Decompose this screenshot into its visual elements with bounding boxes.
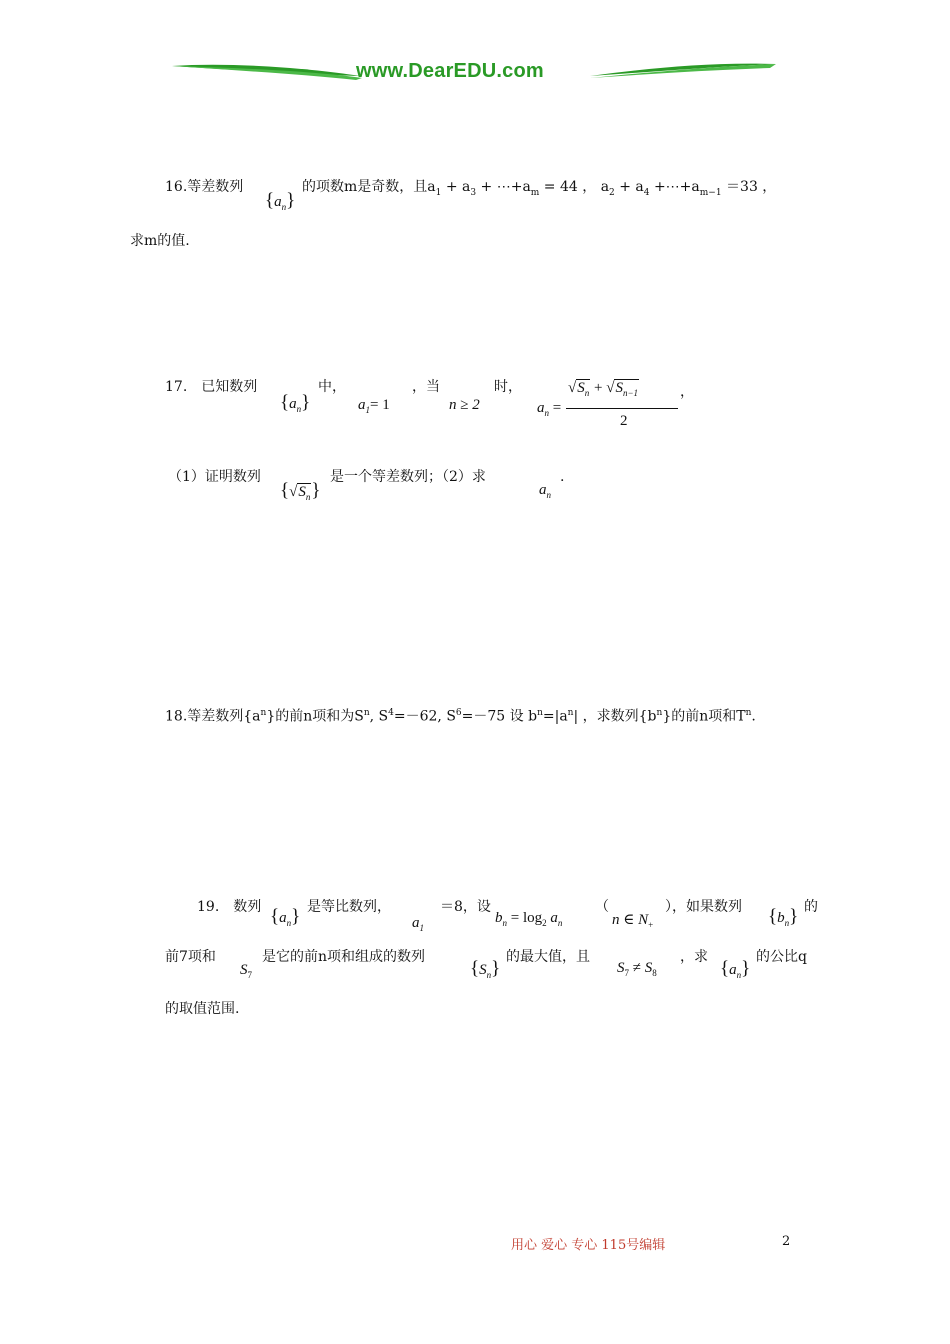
formula-denominator: 2 [620, 413, 628, 429]
problem-17-q1-label: （1）证明数列 [168, 469, 261, 485]
p18-sup-8: n [745, 708, 752, 718]
p16-sub-m1: m−1 [699, 187, 722, 198]
aseq-sub: n [736, 970, 742, 980]
p18-text-a: 18.等差数列{a [165, 708, 261, 725]
problem-19-text-3: ），如果数列 [665, 899, 742, 915]
p18-text-i: . [751, 708, 756, 725]
p18-sup-4: 6 [455, 708, 462, 718]
problem-17-q2-dot: . [560, 469, 565, 485]
aseq: a [729, 962, 737, 978]
problem-16-label: 16.等差数列 [165, 179, 244, 195]
problem-17-a1 [358, 397, 390, 415]
cond-sub: + [648, 920, 654, 930]
problem-17-q1-tail: 是一个等差数列；（2）求 [330, 469, 486, 485]
p16-text-3: + ⋯+a [480, 179, 531, 195]
p18-text-e: =－75 设 b [461, 708, 538, 725]
problem-17-sqrt-sequence: $\{√S_n\}$ [280, 480, 321, 502]
s7: S [240, 962, 248, 978]
cond: n ∈ N [612, 912, 649, 928]
problem-16-condition [302, 178, 776, 202]
problem-19-condition [612, 910, 653, 930]
page-number: 2 [782, 1234, 791, 1249]
problem-17-formula [537, 400, 561, 418]
a1-sub: 1 [365, 405, 370, 415]
footer-text: 用心 爱心 专心 115号编辑 [511, 1238, 666, 1253]
bn-base: 2 [542, 918, 547, 928]
problem-19-an-sequence: $\{a_n\}$ [720, 958, 751, 980]
seq-a: a [289, 396, 297, 412]
problem-19-paren-open: （ [595, 899, 609, 915]
bseq: b [777, 910, 785, 926]
seq-sub: n [286, 918, 292, 928]
problem-19-bn-formula [495, 910, 562, 928]
problem-19-text-2: ＝8，设 [440, 899, 491, 915]
problem-19-neq [617, 960, 657, 978]
num-s: S [577, 380, 585, 396]
problem-19-line2-e: 的公比q [756, 949, 807, 965]
bn-eq: = log [510, 910, 543, 926]
p18-text-h: }的前n项和T [662, 708, 746, 725]
num-plus: + [593, 380, 603, 396]
p16-text-6: +⋯+a [653, 179, 700, 195]
sseq: S [479, 962, 487, 978]
problem-19-label: 19. 数列 [197, 899, 262, 915]
seq-sub: n [281, 202, 287, 212]
problem-17-shi: 时， [494, 379, 522, 395]
p18-sup-2: n [363, 708, 370, 718]
problem-17-comma: ， [680, 384, 694, 400]
sseq-sub: n [486, 970, 492, 980]
an-sub: n [544, 408, 549, 418]
site-url: www.DearEDU.com [356, 60, 544, 82]
p16-sub-4: 4 [643, 187, 650, 198]
rad-sub: n [305, 492, 311, 502]
rad-s: S [298, 484, 306, 500]
problem-17-condition: n ≥ 2 [449, 397, 480, 413]
p18-sup-6: n [567, 708, 574, 718]
p16-sub-1: 1 [435, 187, 442, 198]
problem-19-line2-c: 的最大值，且 [506, 949, 590, 965]
p16-text-2: + a [445, 179, 471, 195]
seq-a: a [274, 194, 282, 210]
problem-19-sequence: $\{a_n\}$ [270, 906, 301, 928]
neq-s8: S [644, 960, 653, 976]
p16-sub-3: 3 [470, 187, 477, 198]
p16-sub-2: 2 [609, 187, 615, 198]
bn-an-sub: n [557, 918, 563, 928]
p18-sup-5: n [537, 708, 543, 718]
q2-a: a [539, 482, 547, 498]
neq-sign: ≠ [632, 960, 641, 976]
problem-19-text-4: 的 [804, 899, 818, 915]
bn-an: a [550, 910, 558, 926]
a1: a [412, 915, 420, 931]
problem-19-line2-a: 前7项和 [165, 949, 216, 965]
problem-19-line2-b: 是它的前n项和组成的数列 [262, 949, 426, 965]
problem-19-text-1: 是等比数列， [307, 899, 391, 915]
problem-16-sequence: $\{a_n\}$ [265, 190, 296, 212]
problem-17-q2-an [539, 482, 551, 500]
p16-text-4: = 44 ， a [543, 179, 610, 195]
problem-17-dang: ，当 [412, 379, 440, 395]
num-s2: S [615, 380, 623, 396]
p18-sup-3: 4 [388, 708, 394, 718]
bn-sub: n [502, 918, 507, 928]
a1-rhs: = 1 [370, 397, 390, 413]
p16-text-1: 的项数m是奇数，且a [302, 179, 436, 195]
p18-text-b: }的前n项和为S [266, 708, 364, 725]
q2-sub: n [546, 490, 551, 500]
p18-text-g: | ，求数列{b [573, 708, 657, 725]
seq-a: a [279, 910, 287, 926]
p16-text-7: ＝33 ， [726, 179, 777, 195]
bseq-sub: n [784, 918, 790, 928]
num-s2-sub: n−1 [622, 388, 639, 398]
p18-text-d: =－62, S [393, 708, 456, 725]
p18-text-f: =|a [542, 708, 568, 725]
problem-19-sn-sequence: $\{S_n\}$ [470, 958, 501, 980]
problem-19-a1 [412, 915, 424, 933]
problem-18 [165, 704, 756, 726]
a1-sub: 1 [419, 923, 424, 933]
p18-sup-1: n [260, 708, 267, 718]
problem-17-label: 17. 已知数列 [165, 379, 258, 395]
neq-s8-sub: 8 [652, 968, 657, 978]
problem-17-sequence: $\{a_n\}$ [280, 392, 311, 414]
s7-sub: 7 [247, 970, 252, 980]
fraction-bar [566, 408, 678, 409]
problem-17-zhong: 中， [318, 379, 346, 395]
problem-19-bn-sequence: $\{b_n\}$ [768, 906, 799, 928]
seq-sub: n [296, 404, 302, 414]
neq-s7: S [617, 960, 625, 976]
p18-sup-7: n [656, 708, 663, 718]
an-lhs: a [537, 400, 545, 416]
neq-s7-sub: 7 [624, 968, 629, 978]
p18-text-c: , S [369, 708, 389, 725]
formula-numerator: $√S_n + √S_{n-1}$ [568, 380, 639, 398]
problem-19-line2-d: ，求 [680, 949, 708, 965]
p16-sub-m: m [530, 187, 540, 198]
a1-lhs: a [358, 397, 366, 413]
p16-text-5: + a [619, 179, 644, 195]
problem-19-s7 [240, 962, 252, 980]
num-s-sub: n [584, 388, 590, 398]
bn: b [495, 910, 503, 926]
problem-19-line3: 的取值范围. [165, 1001, 240, 1017]
problem-16-question: 求m的值. [130, 233, 190, 249]
formula-equals: = [552, 400, 562, 416]
